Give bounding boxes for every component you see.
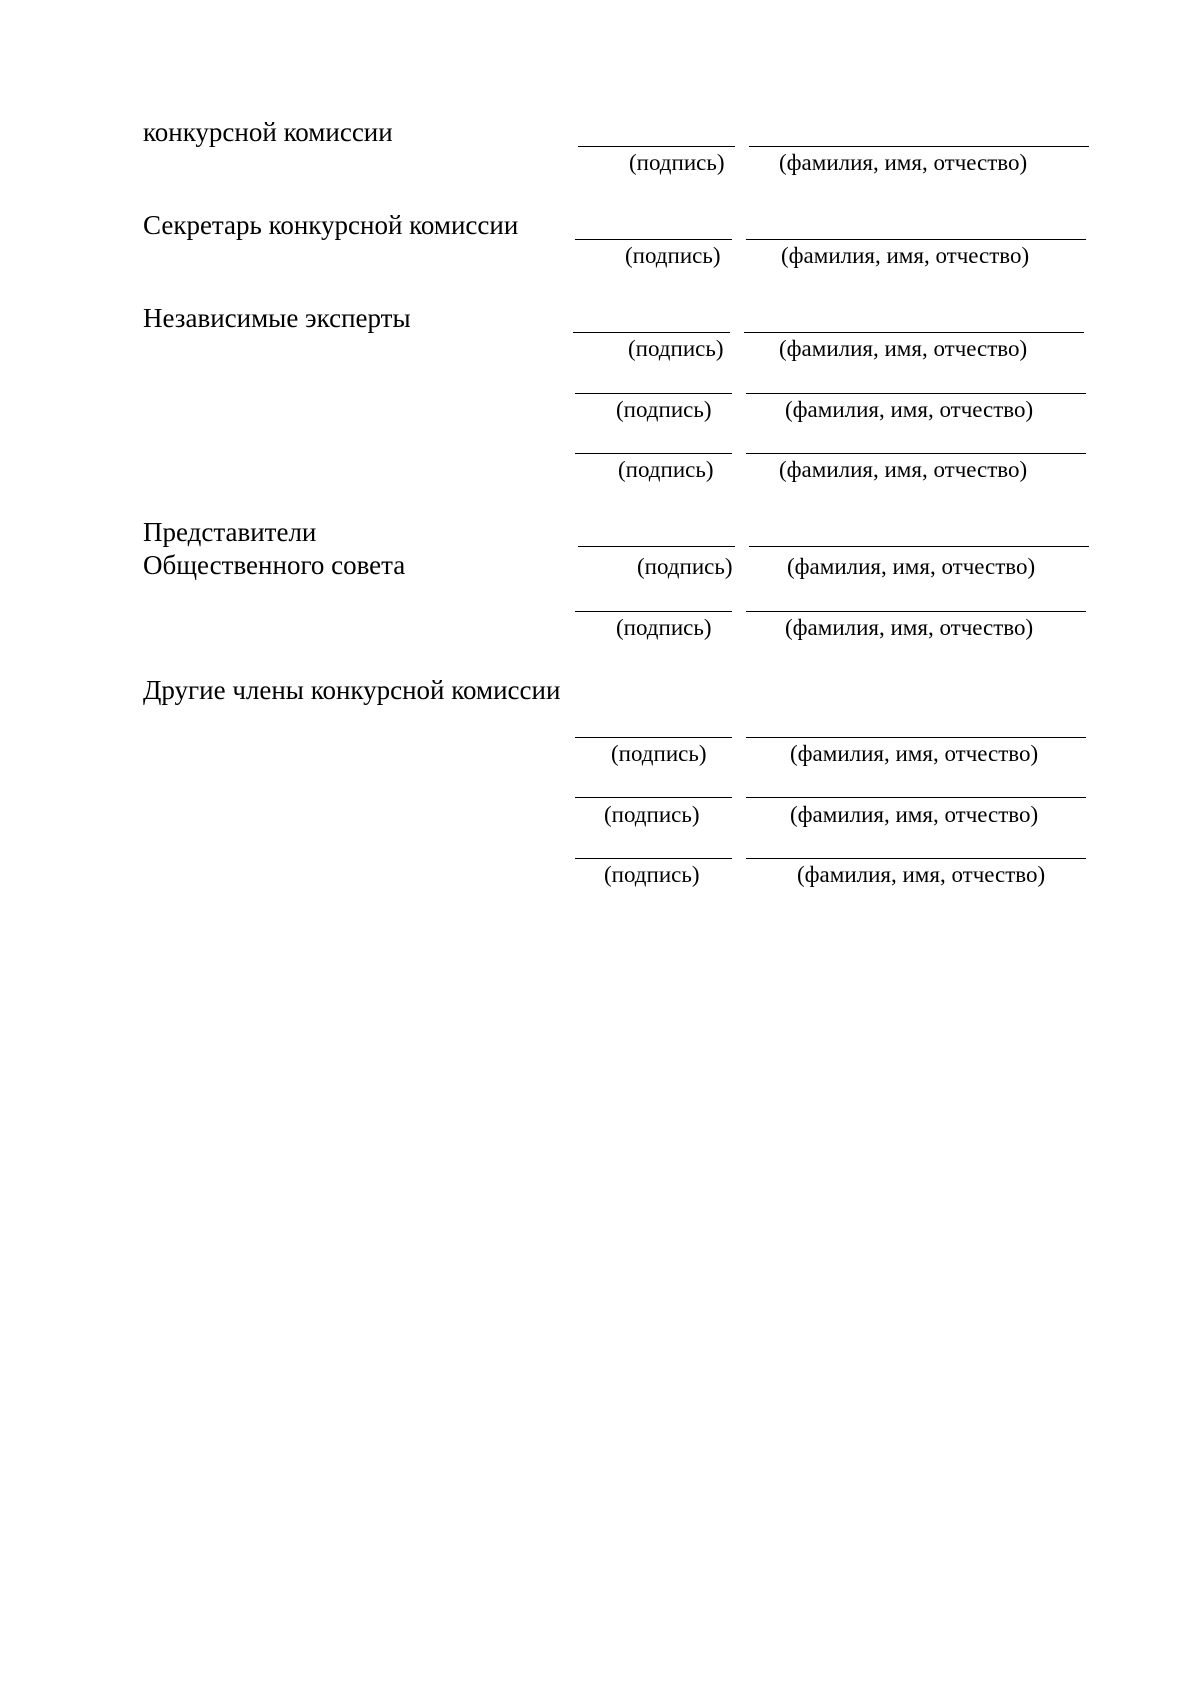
signature-line[interactable] bbox=[578, 546, 735, 547]
full-name-caption: (фамилия, имя, отчество) bbox=[779, 150, 1028, 175]
signature-caption: (подпись) bbox=[611, 741, 707, 766]
signature-line[interactable] bbox=[575, 858, 732, 859]
signature-line[interactable] bbox=[575, 453, 732, 454]
section-label-public-council-line2: Общественного совета bbox=[143, 550, 406, 580]
full-name-line[interactable] bbox=[746, 737, 1086, 738]
signature-caption: (подпись) bbox=[618, 457, 714, 482]
signature-caption: (подпись) bbox=[604, 802, 700, 827]
full-name-caption: (фамилия, имя, отчество) bbox=[785, 397, 1034, 422]
full-name-caption: (фамилия, имя, отчество) bbox=[779, 336, 1028, 361]
signature-caption: (подпись) bbox=[616, 397, 712, 422]
signature-caption: (подпись) bbox=[604, 862, 700, 887]
full-name-line[interactable] bbox=[746, 393, 1086, 394]
full-name-caption: (фамилия, имя, отчество) bbox=[787, 554, 1036, 579]
signature-caption: (подпись) bbox=[616, 615, 712, 640]
full-name-line[interactable] bbox=[744, 332, 1084, 333]
signature-line[interactable] bbox=[575, 393, 732, 394]
full-name-line[interactable] bbox=[746, 239, 1086, 240]
full-name-line[interactable] bbox=[749, 146, 1089, 147]
signature-caption: (подпись) bbox=[629, 150, 725, 175]
signature-caption: (подпись) bbox=[637, 554, 733, 579]
signature-line[interactable] bbox=[575, 611, 732, 612]
signature-line[interactable] bbox=[578, 146, 735, 147]
section-label-experts: Независимые эксперты bbox=[143, 303, 411, 333]
full-name-line[interactable] bbox=[746, 797, 1086, 798]
section-label-chair: конкурсной комиссии bbox=[143, 117, 393, 147]
section-label-other-members: Другие члены конкурсной комиссии bbox=[143, 675, 561, 705]
full-name-caption: (фамилия, имя, отчество) bbox=[790, 802, 1039, 827]
signature-line[interactable] bbox=[573, 332, 730, 333]
section-label-secretary: Секретарь конкурсной комиссии bbox=[143, 210, 519, 240]
full-name-line[interactable] bbox=[746, 453, 1086, 454]
full-name-line[interactable] bbox=[746, 858, 1086, 859]
full-name-line[interactable] bbox=[749, 546, 1089, 547]
signature-line[interactable] bbox=[575, 797, 732, 798]
full-name-caption: (фамилия, имя, отчество) bbox=[779, 457, 1028, 482]
signature-caption: (подпись) bbox=[625, 243, 721, 268]
signature-caption: (подпись) bbox=[628, 336, 724, 361]
full-name-line[interactable] bbox=[746, 611, 1086, 612]
signature-line[interactable] bbox=[575, 239, 732, 240]
full-name-caption: (фамилия, имя, отчество) bbox=[781, 243, 1030, 268]
full-name-caption: (фамилия, имя, отчество) bbox=[785, 615, 1034, 640]
section-label-public-council-line1: Представители bbox=[143, 517, 317, 547]
full-name-caption: (фамилия, имя, отчество) bbox=[797, 862, 1046, 887]
signature-line[interactable] bbox=[575, 737, 732, 738]
full-name-caption: (фамилия, имя, отчество) bbox=[790, 741, 1039, 766]
